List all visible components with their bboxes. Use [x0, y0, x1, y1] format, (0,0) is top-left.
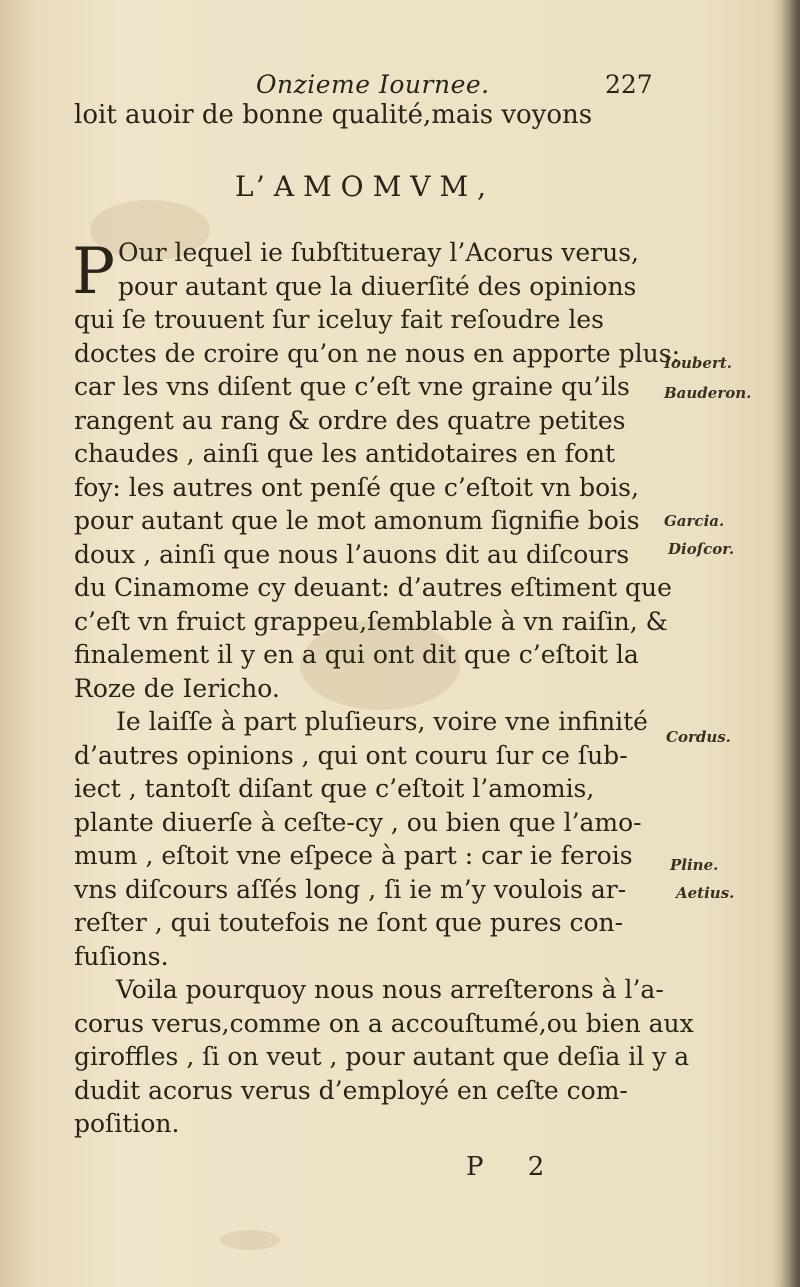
margin-note: Bauderon. — [664, 384, 752, 402]
text-line: qui ſe trouuent ſur iceluy fait reſoudre les — [74, 305, 605, 334]
signature-mark: P 2 — [466, 1152, 563, 1182]
paper-stain — [220, 1230, 280, 1250]
text-line: Roze de Iericho. — [74, 673, 280, 703]
text-line: d’autres opinions , qui ont couru ſur ce ſub- — [74, 740, 628, 770]
page-number: 227 — [605, 70, 653, 99]
catchline: loit auoir de bonne qualité,mais voyons — [74, 100, 593, 130]
text-line: rangent au rang & ordre des quatre petites — [74, 405, 626, 435]
text-line: corus verus,comme on a accouſtumé,ou bien aux — [74, 1008, 694, 1038]
margin-note: Cordus. — [666, 728, 731, 746]
text-line: c’eſt vn fruict grappeu,ſemblable à vn raiſin, & — [74, 606, 668, 636]
text-line: Our lequel ie ſubſtitueray l’Acorus verus, — [118, 238, 640, 267]
section-title: L’AMOMVM, — [234, 170, 496, 203]
text-line: fuſions. — [74, 941, 169, 971]
text-line: doux , ainſi que nous l’auons dit au diſcours — [74, 539, 630, 569]
text-line: vns diſcours aſſés long , ſi ie m’y voulois ar- — [74, 874, 627, 904]
text-line: du Cinamome cy deuant: d’autres eſtiment que — [74, 573, 672, 602]
text-line: car les vns diſent que c’eſt vne graine qu’ils — [74, 372, 630, 401]
text-line: iect , tantoſt diſant que c’eſtoit l’amomis, — [74, 774, 595, 803]
running-head: Onzieme Iournee. — [256, 70, 490, 99]
text-line: pour autant que le mot amonum ſignifie bois — [74, 506, 640, 535]
margin-note: Garcia. — [664, 512, 725, 530]
text-line: dudit acorus verus d’employé en ceſte com- — [74, 1075, 628, 1105]
margin-note: Dioſcor. — [668, 540, 735, 558]
text-line: chaudes , ainſi que les antidotaires en font — [74, 439, 616, 468]
text-line: doctes de croire qu’on ne nous en apporte plus: — [74, 338, 681, 368]
body-text — [72, 235, 694, 1141]
drop-cap: P — [72, 235, 116, 309]
margin-note: Aetius. — [676, 884, 735, 902]
text-line: finalement il y en a qui ont dit que c’eſtoit la — [74, 640, 639, 669]
text-line: pour autant que la diuerſité des opinions — [118, 271, 637, 301]
margin-note: Ioubert. — [664, 354, 733, 372]
text-line: Ie laiſſe à part pluſieurs, voire vne infinité — [116, 707, 648, 736]
text-line: reſter , qui toutefois ne ſont que pures con- — [74, 908, 624, 937]
margin-note: Pline. — [670, 856, 719, 874]
text-line: Voila pourquoy nous nous arreſterons à l’a- — [116, 975, 664, 1004]
text-line: mum , eſtoit vne eſpece à part : car ie ferois — [74, 841, 633, 870]
text-line: plante diuerſe à ceſte-cy , ou bien que l’amo- — [74, 807, 642, 837]
text-line: giroffles , ſi on veut , pour autant que deſia il y a — [74, 1042, 690, 1071]
text-line: poſition. — [74, 1109, 180, 1138]
text-line: foy: les autres ont penſé que c’eſtoit vn bois, — [74, 472, 639, 502]
